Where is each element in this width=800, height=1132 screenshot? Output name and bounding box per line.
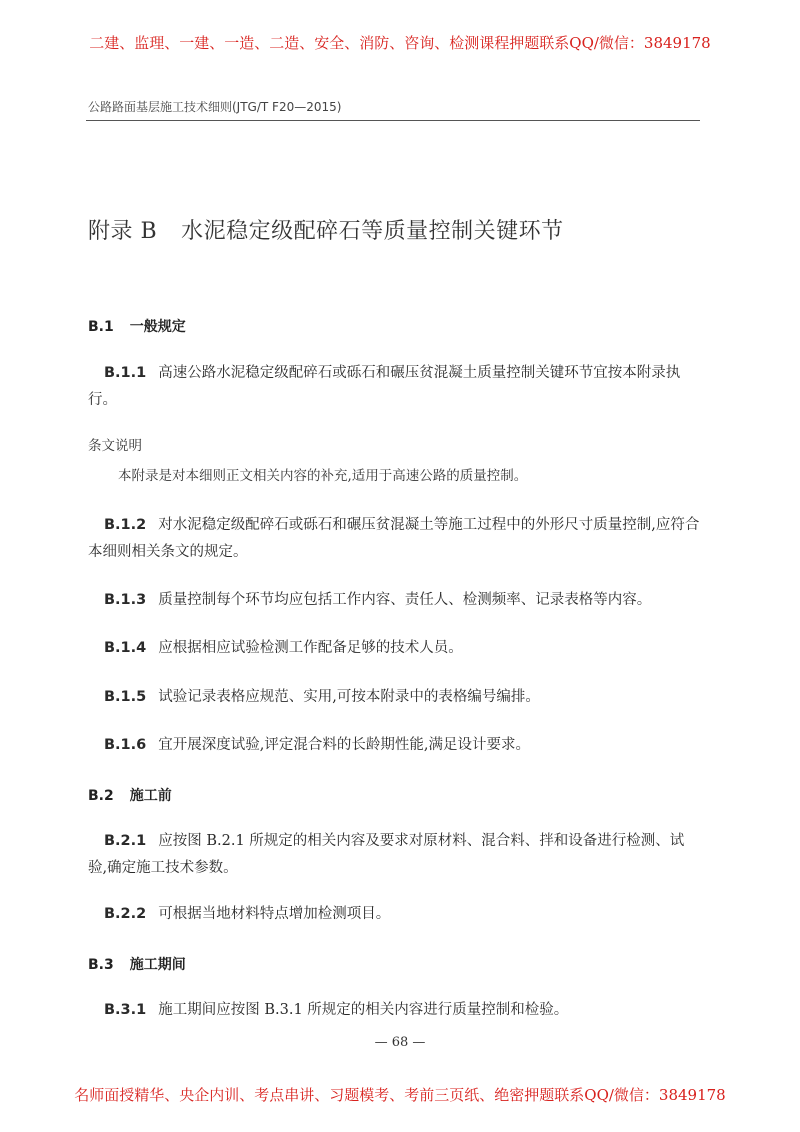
clause-text: 应按图 B.2.1 所规定的相关内容及要求对原材料、混合料、拌和设备进行检测、试验,确定施工技术参数。 — [88, 833, 685, 876]
clause-text: 试验记录表格应规范、实用,可按本附录中的表格编号编排。 — [158, 689, 540, 705]
chapter-name: 水泥稳定级配碎石等质量控制关键环节 — [181, 219, 564, 244]
section-title: 一般规定 — [129, 319, 186, 335]
clause-number: B.2.2 — [104, 906, 147, 922]
clause-text: 高速公路水泥稳定级配碎石或砾石和碾压贫混凝土质量控制关键环节宜按本附录执行。 — [88, 365, 681, 408]
clause-text: 质量控制每个环节均应包括工作内容、责任人、检测频率、记录表格等内容。 — [158, 592, 652, 608]
page-number: — 68 — — [374, 1035, 426, 1050]
commentary-label: 条文说明 — [88, 438, 142, 454]
clause-b-1-4 — [88, 635, 702, 662]
running-header: 公路路面基层施工技术细则(JTG/T F20—2015) — [88, 100, 342, 114]
clause-number: B.3.1 — [104, 1002, 147, 1018]
clause-b-2-2 — [88, 901, 702, 928]
watermark-top: 二建、监理、一建、一造、二造、安全、消防、咨询、检测课程押题联系QQ/微信：3849178 — [89, 34, 711, 52]
clause-number: B.1.3 — [104, 592, 147, 608]
clause-text: 施工期间应按图 B.3.1 所规定的相关内容进行质量控制和检验。 — [158, 1002, 569, 1018]
chapter-code: 附录 B — [88, 219, 158, 244]
section-title: 施工期间 — [129, 957, 186, 973]
clause-text: 对水泥稳定级配碎石或砾石和碾压贫混凝土等施工过程中的外形尺寸质量控制,应符合本细则相关条文的规定。 — [88, 517, 700, 560]
clause-b-1-5 — [88, 684, 702, 711]
clause-b-3-1 — [88, 997, 702, 1024]
clause-number: B.1.2 — [104, 517, 147, 533]
clause-text: 可根据当地材料特点增加检测项目。 — [158, 906, 391, 922]
clause-b-1-2 — [88, 512, 702, 566]
section-number: B.3 — [88, 957, 114, 973]
clause-number: B.2.1 — [104, 833, 147, 849]
clause-number: B.1.5 — [104, 689, 147, 705]
section-heading-b3 — [88, 954, 186, 974]
watermark-bottom: 名师面授精华、央企内训、考点串讲、习题模考、考前三页纸、绝密押题联系QQ/微信：3849178 — [74, 1086, 726, 1104]
header-rule — [86, 120, 700, 121]
section-heading-b1 — [88, 316, 186, 336]
clause-text: 宜开展深度试验,评定混合料的长龄期性能,满足设计要求。 — [158, 737, 530, 753]
clause-number: B.1.1 — [104, 365, 147, 381]
clause-number: B.1.6 — [104, 737, 147, 753]
clause-number: B.1.4 — [104, 640, 147, 656]
clause-b-1-1 — [88, 360, 702, 414]
chapter-title — [88, 214, 564, 245]
clause-text: 应根据相应试验检测工作配备足够的技术人员。 — [158, 640, 463, 656]
section-title: 施工前 — [129, 788, 172, 804]
section-number: B.1 — [88, 319, 114, 335]
section-number: B.2 — [88, 788, 114, 804]
commentary-text: 本附录是对本细则正文相关内容的补充,适用于高速公路的质量控制。 — [118, 468, 528, 484]
clause-b-1-3 — [88, 587, 702, 614]
clause-b-2-1 — [88, 828, 702, 882]
clause-b-1-6 — [88, 732, 702, 759]
section-heading-b2 — [88, 785, 172, 805]
